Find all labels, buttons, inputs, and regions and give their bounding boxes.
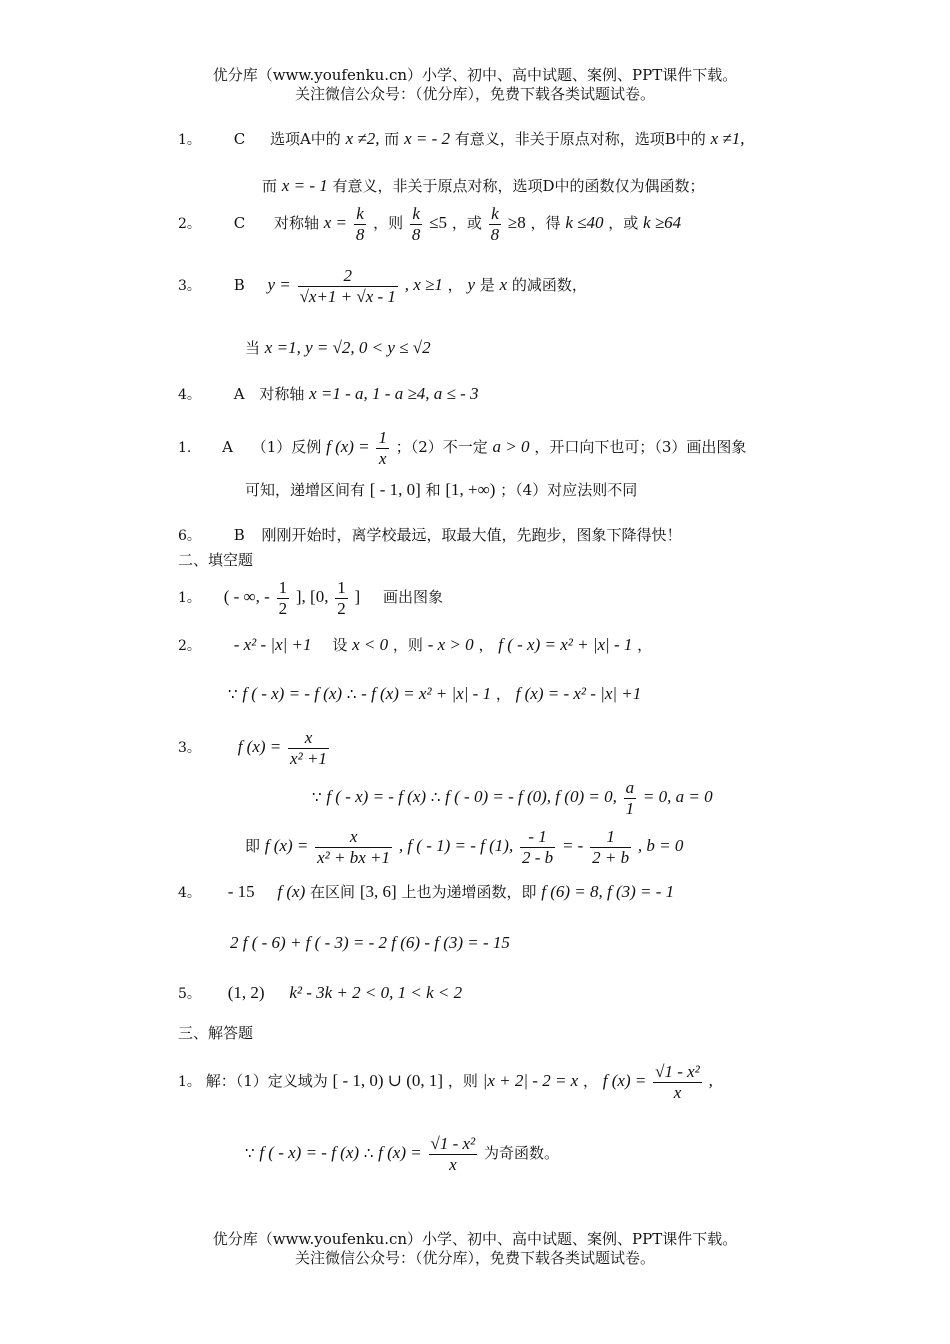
q4-answer: A — [233, 385, 245, 403]
q3-line-2 — [245, 336, 431, 360]
ans-q1-l2-frac-num: √1 - x² — [430, 1133, 476, 1153]
q6-line — [178, 523, 682, 548]
ans-q1-line-1 — [178, 1058, 713, 1105]
fill-q1-frac-1-num: 1 — [278, 577, 288, 597]
fill-q3-l3-frac-2-num: - 1 — [528, 826, 547, 846]
q1-text-3: 有意义，非关于原点对称，选项B中的 — [454, 130, 706, 148]
fill-q3-l2-math-2: f ( - 0) = - f (0), f (0) = 0, — [445, 787, 617, 806]
fill-q3-l3-frac-3 — [590, 827, 631, 868]
fill-q3-l2-frac-den: 1 — [625, 798, 635, 818]
fill-q3-because: ∵ — [312, 788, 322, 806]
q1-math-2: x = - 2 — [404, 129, 450, 148]
q2-answer: C — [233, 214, 246, 232]
fill-q4-line-2 — [230, 931, 510, 955]
q5-line-2 — [245, 478, 637, 502]
q4-line — [178, 382, 479, 407]
fill-q4-math-4: f (6) = 8, f (3) = - 1 — [541, 882, 675, 901]
fill-q1-math-3: ] — [354, 587, 361, 606]
q1-line-2 — [262, 174, 705, 198]
q5-math-1: f (x) = — [326, 437, 370, 456]
q1-number: 1。 — [178, 132, 201, 148]
ans-q1-l2-math-2: f (x) = — [378, 1143, 422, 1162]
fill-q2-line-2 — [228, 682, 641, 706]
q2-text-2: ，则 — [373, 214, 404, 232]
fill-q3-l3-text: 即 — [245, 837, 261, 855]
ans-q1-math-1: [ - 1, 0) ∪ (0, 1] — [332, 1071, 444, 1090]
q1-text-2: 而 — [384, 130, 400, 148]
q2-math-1: x = — [323, 213, 348, 232]
fill-q3-l2-frac — [624, 778, 637, 819]
q2-math-5: k ≥64 — [643, 213, 682, 232]
ans-q1-math-3: f (x) = — [602, 1071, 647, 1090]
fill-q2-math-4: f ( - x) = x² + |x| - 1 — [498, 635, 633, 654]
fill-q4-line-1 — [178, 880, 674, 905]
fill-q2-text-2: ，则 — [392, 636, 423, 654]
therefore-symbol: ∴ — [346, 685, 357, 703]
q2-text-1: 对称轴 — [273, 214, 319, 232]
q5-text-2: ；（2）不一定 — [395, 438, 488, 456]
fill-q3-frac-den: x² +1 — [290, 748, 327, 768]
ans-q1-frac — [653, 1062, 702, 1103]
fill-q4-text-1: 在区间 — [310, 883, 356, 901]
q2-text-5: ，或 — [608, 214, 639, 232]
header-line-1: 优分库（www.youfenku.cn）小学、初中、高中试题、案例、PPT课件下载。 — [212, 66, 738, 84]
q3-frac-num: 2 — [343, 265, 352, 285]
q4-math-1: x =1 - a, 1 - a ≥4, a ≤ - 3 — [309, 384, 479, 403]
fill-q4-number: 4。 — [178, 885, 201, 901]
q5-math-4: [1, +∞) — [445, 480, 496, 499]
q1-math-4: x = - 1 — [281, 176, 328, 195]
fill-q3-l2-frac-num: a — [625, 777, 635, 797]
fill-q2-line-1 — [178, 633, 652, 658]
fill-q4-math-2: f (x) — [277, 882, 306, 901]
fill-q1-math-1: ( - ∞, - — [223, 587, 270, 606]
fill-q1-line — [178, 574, 443, 621]
q2-math-2: ≤5 — [429, 213, 448, 232]
q3-text-4: 当 — [245, 339, 261, 357]
fill-q3-frac-num: x — [304, 727, 313, 747]
q1-answer: C — [233, 130, 246, 148]
fill-q2-math-2: x < 0 — [352, 635, 389, 654]
fill-q3-l3-frac-3-num: 1 — [606, 826, 615, 846]
ans-q1-l2-frac-den: x — [429, 1154, 478, 1175]
q5-math-3: [ - 1, 0] — [369, 480, 421, 499]
q5-text-3: ，开口向下也可；（3）画出图象 — [534, 438, 747, 456]
fill-q3-l3-math-2: , f ( - 1) = - f (1), — [398, 836, 514, 855]
q6-text-1: 刚刚开始时，离学校最远，取最大值，先跑步，图象下降得快！ — [261, 526, 682, 544]
q3-frac — [298, 266, 398, 307]
section-title-fill-in: 二、填空题 — [178, 551, 254, 569]
q5-text-5: 和 — [425, 481, 441, 499]
q2-math-3: ≥8 — [507, 213, 526, 232]
q3-math-3: y — [467, 275, 475, 294]
q2-line — [178, 200, 681, 247]
q2-frac-3-den: 8 — [490, 224, 500, 244]
ans-q1-text-3: ， — [583, 1072, 599, 1090]
ans-q1-text-2: ，则 — [447, 1072, 478, 1090]
fill-q3-l3-frac-2 — [520, 827, 555, 868]
fill-q4-math-5: 2 f ( - 6) + f ( - 3) = - 2 f (6) - f (3) = - 15 — [230, 933, 510, 952]
q3-math-2: , x ≥1 — [404, 275, 443, 294]
fill-q3-line-2 — [312, 774, 713, 820]
fill-q3-l3-frac-1 — [315, 827, 392, 868]
q1-text-4: 而 — [262, 177, 278, 195]
fill-q3-l3-math-1: f (x) = — [264, 836, 309, 855]
q2-frac-2-den: 8 — [411, 224, 421, 244]
q2-frac-1-num: k — [356, 203, 364, 223]
q6-answer: B — [233, 526, 245, 544]
fill-q1-frac-2-num: 1 — [337, 577, 346, 597]
fill-q3-number: 3。 — [178, 740, 201, 756]
q2-frac-2-num: k — [412, 203, 420, 223]
q5-text-4: 可知，递增区间有 — [245, 481, 366, 499]
q4-text-1: 对称轴 — [259, 385, 305, 403]
ans-q1-frac-den: x — [653, 1082, 702, 1103]
ans-q1-math-4: , — [708, 1071, 713, 1090]
q2-frac-1 — [354, 204, 367, 245]
fill-q2-text-4: ， — [637, 636, 653, 654]
fill-q1-frac-2 — [335, 578, 348, 619]
fill-q4-text-2: 上也为递增函数，即 — [401, 883, 537, 901]
fill-q2-math-1: - x² - |x| +1 — [233, 635, 312, 654]
q5-text-1: （1）反例 — [251, 438, 322, 456]
ans-q1-number: 1。 — [178, 1074, 201, 1090]
ans-q1-frac-num: √1 - x² — [655, 1061, 700, 1081]
q2-math-4: k ≤40 — [565, 213, 604, 232]
ans-q1-math-2: |x + 2| - 2 = x — [482, 1071, 579, 1090]
ans-q1-line-2 — [245, 1130, 559, 1176]
fill-q3-l3-frac-2-den: 2 - b — [521, 847, 554, 867]
q2-number: 2。 — [178, 216, 201, 232]
q5-frac-den: x — [376, 448, 389, 469]
fill-q1-frac-1 — [277, 578, 290, 619]
q3-math-1: y = — [267, 275, 291, 294]
fill-q3-frac — [288, 728, 329, 769]
q5-line-1 — [178, 424, 746, 471]
fill-q5-number: 5。 — [178, 986, 201, 1002]
fill-q2-l2-math-2: - f (x) = x² + |x| - 1 — [361, 684, 492, 703]
q5-math-2: a > 0 — [492, 437, 530, 456]
q1-text-5: 有意义，非关于原点对称，选项D中的函数仅为偶函数； — [332, 177, 705, 195]
q1-line-1 — [178, 127, 744, 152]
fill-q3-l3-math-3: = - — [561, 836, 584, 855]
q1-text-1: 选项A中的 — [269, 130, 341, 148]
fill-q4-math-3: [3, 6] — [359, 882, 397, 901]
fill-q1-math-2: ], [0, — [295, 587, 329, 606]
header-line-2: 关注微信公众号：（优分库），免费下载各类试题试卷。 — [294, 85, 655, 103]
q1-math-3: x ≠1, — [710, 129, 745, 148]
fill-q4-math-1: - 15 — [227, 882, 255, 901]
q5-answer: A — [222, 438, 233, 456]
fill-q3-l2-math-3: = 0, a = 0 — [642, 787, 713, 806]
because-symbol: ∵ — [228, 685, 238, 703]
fill-q3-math-1: f (x) = — [237, 737, 282, 756]
fill-q3-line-1 — [178, 724, 331, 771]
q2-frac-1-den: 8 — [355, 224, 365, 244]
q3-frac-den: √x+1 + √x - 1 — [299, 286, 396, 306]
fill-q2-l2-math-3: f (x) = - x² - |x| +1 — [515, 684, 642, 703]
fill-q2-l2-comma: ， — [495, 685, 511, 703]
footer-line-2: 关注微信公众号：（优分库），免费下载各类试题试卷。 — [294, 1249, 655, 1267]
fill-q1-frac-1-den: 2 — [278, 598, 288, 618]
q2-frac-3-num: k — [491, 203, 499, 223]
fill-q2-l2-math-1: f ( - x) = - f (x) — [242, 684, 343, 703]
q4-number: 4。 — [178, 387, 201, 403]
fill-q3-l2-math-1: f ( - x) = - f (x) — [326, 787, 427, 806]
ans-q1-l2-frac — [429, 1134, 478, 1175]
q3-text-3: 的减函数， — [511, 276, 587, 294]
q5-frac — [376, 428, 389, 469]
ans-q1-because: ∵ — [245, 1144, 255, 1162]
q3-number: 3。 — [178, 278, 201, 294]
fill-q5-math-1: (1, 2) — [227, 983, 265, 1002]
fill-q5-math-2: k² - 3k + 2 < 0, 1 < k < 2 — [289, 983, 463, 1002]
fill-q2-text-3: ， — [478, 636, 494, 654]
q2-frac-2 — [410, 204, 423, 245]
fill-q2-text-1: 设 — [332, 636, 348, 654]
q3-math-5: x =1, y = √2, 0 < y ≤ √2 — [264, 338, 431, 357]
ans-q1-text-1: 解：（1）定义域为 — [205, 1072, 328, 1090]
ans-q1-therefore: ∴ — [363, 1144, 374, 1162]
ans-q1-l2-math-1: f ( - x) = - f (x) — [259, 1143, 360, 1162]
fill-q3-line-3 — [245, 823, 683, 869]
q3-answer: B — [233, 276, 245, 294]
q5-text-6: ；（4）对应法则不同 — [500, 481, 638, 499]
fill-q1-frac-2-den: 2 — [337, 598, 346, 618]
q3-text-1: ， — [447, 276, 463, 294]
fill-q3-therefore: ∴ — [430, 788, 441, 806]
fill-q5-line — [178, 981, 462, 1006]
q2-text-4: ，得 — [530, 214, 561, 232]
q2-text-3: ，或 — [451, 214, 482, 232]
q6-number: 6。 — [178, 528, 201, 544]
q3-text-2: 是 — [479, 276, 495, 294]
fill-q3-l3-frac-1-num: x — [349, 826, 358, 846]
q3-line-1 — [178, 262, 587, 309]
fill-q2-number: 2。 — [178, 638, 201, 654]
q2-frac-3 — [489, 204, 502, 245]
q1-math-1: x ≠2, — [345, 129, 380, 148]
q3-math-4: x — [499, 275, 508, 294]
section-title-answers: 三、解答题 — [178, 1024, 254, 1042]
fill-q1-text-1: 画出图象 — [382, 588, 443, 606]
footer-line-1: 优分库（www.youfenku.cn）小学、初中、高中试题、案例、PPT课件下载。 — [212, 1230, 738, 1248]
fill-q3-l3-frac-1-den: x² + bx +1 — [317, 847, 391, 867]
fill-q1-number: 1。 — [178, 590, 201, 606]
ans-q1-l2-text: 为奇函数。 — [483, 1144, 559, 1162]
fill-q3-l3-frac-3-den: 2 + b — [592, 847, 630, 867]
q5-number: 1. — [178, 440, 192, 456]
q5-frac-num: 1 — [378, 427, 387, 447]
fill-q2-math-3: - x > 0 — [427, 635, 474, 654]
fill-q3-l3-math-4: , b = 0 — [637, 836, 684, 855]
